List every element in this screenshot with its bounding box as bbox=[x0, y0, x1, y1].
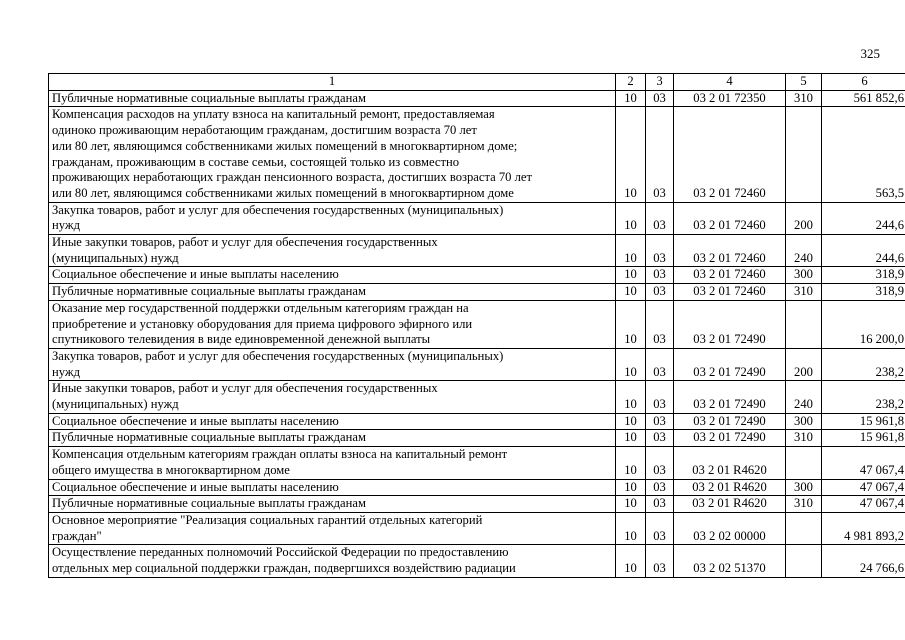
row-target-article: 03 2 01 72490 bbox=[674, 413, 786, 430]
row-description: Иные закупки товаров, работ и услуг для обеспечения государственных (муниципальных) нужд bbox=[49, 235, 616, 267]
row-target-article: 03 2 01 72490 bbox=[674, 300, 786, 348]
row-amount: 561 852,6 bbox=[822, 90, 905, 107]
row-description: Иные закупки товаров, работ и услуг для обеспечения государственных (муниципальных) нужд bbox=[49, 381, 616, 413]
row-expense-type: 240 bbox=[786, 381, 822, 413]
table-row bbox=[49, 479, 905, 496]
row-expense-type: 240 bbox=[786, 235, 822, 267]
row-description: Социальное обеспечение и иные выплаты населению bbox=[49, 267, 616, 284]
row-subsection: 03 bbox=[646, 267, 674, 284]
header-col-3: 3 bbox=[646, 74, 674, 91]
budget-table bbox=[48, 73, 905, 578]
row-expense-type bbox=[786, 300, 822, 348]
row-section: 10 bbox=[616, 284, 646, 301]
row-target-article: 03 2 01 72350 bbox=[674, 90, 786, 107]
table-row bbox=[49, 348, 905, 380]
table-row bbox=[49, 512, 905, 544]
row-section: 10 bbox=[616, 545, 646, 577]
table-row bbox=[49, 496, 905, 513]
row-section: 10 bbox=[616, 235, 646, 267]
row-subsection: 03 bbox=[646, 496, 674, 513]
row-expense-type: 310 bbox=[786, 90, 822, 107]
row-section: 10 bbox=[616, 107, 646, 202]
table-row bbox=[49, 413, 905, 430]
row-expense-type: 310 bbox=[786, 496, 822, 513]
row-amount: 15 961,8 bbox=[822, 430, 905, 447]
row-target-article: 03 2 01 72490 bbox=[674, 381, 786, 413]
row-target-article: 03 2 02 51370 bbox=[674, 545, 786, 577]
row-amount: 318,9 bbox=[822, 284, 905, 301]
row-subsection: 03 bbox=[646, 447, 674, 479]
row-expense-type bbox=[786, 512, 822, 544]
table-row bbox=[49, 545, 905, 577]
row-section: 10 bbox=[616, 90, 646, 107]
row-description: Публичные нормативные социальные выплаты гражданам bbox=[49, 90, 616, 107]
row-amount: 47 067,4 bbox=[822, 496, 905, 513]
row-description: Осуществление переданных полномочий Российской Федерации по предоставлению отдельных мер социальной поддержки граждан, подвергшихся воздействию радиации bbox=[49, 545, 616, 577]
row-section: 10 bbox=[616, 430, 646, 447]
row-expense-type bbox=[786, 107, 822, 202]
row-description: Социальное обеспечение и иные выплаты населению bbox=[49, 413, 616, 430]
table-row bbox=[49, 202, 905, 234]
row-target-article: 03 2 01 R4620 bbox=[674, 496, 786, 513]
row-expense-type: 310 bbox=[786, 284, 822, 301]
table-row bbox=[49, 300, 905, 348]
row-subsection: 03 bbox=[646, 430, 674, 447]
row-description: Публичные нормативные социальные выплаты гражданам bbox=[49, 430, 616, 447]
row-amount: 4 981 893,2 bbox=[822, 512, 905, 544]
row-amount: 238,2 bbox=[822, 348, 905, 380]
row-amount: 15 961,8 bbox=[822, 413, 905, 430]
row-section: 10 bbox=[616, 413, 646, 430]
row-expense-type bbox=[786, 545, 822, 577]
row-expense-type: 310 bbox=[786, 430, 822, 447]
table-row bbox=[49, 430, 905, 447]
row-section: 10 bbox=[616, 496, 646, 513]
row-amount: 16 200,0 bbox=[822, 300, 905, 348]
table-row bbox=[49, 107, 905, 202]
row-description: Социальное обеспечение и иные выплаты населению bbox=[49, 479, 616, 496]
row-amount: 47 067,4 bbox=[822, 447, 905, 479]
row-amount: 318,9 bbox=[822, 267, 905, 284]
row-amount: 47 067,4 bbox=[822, 479, 905, 496]
row-expense-type: 300 bbox=[786, 479, 822, 496]
row-subsection: 03 bbox=[646, 90, 674, 107]
header-col-2: 2 bbox=[616, 74, 646, 91]
row-target-article: 03 2 01 72460 bbox=[674, 284, 786, 301]
table-row bbox=[49, 447, 905, 479]
table-row bbox=[49, 90, 905, 107]
row-description: Закупка товаров, работ и услуг для обеспечения государственных (муниципальных) нужд bbox=[49, 202, 616, 234]
row-expense-type: 200 bbox=[786, 202, 822, 234]
row-description: Компенсация расходов на уплату взноса на капитальный ремонт, предоставляемая одиноко проживающим неработающим гражданам, достигшим возраста 70 лет или 80 лет, являющимся собственниками жилых помещений в многоквартирном доме; гражданам, проживающим в составе семьи, состоящей только из совместно проживающих неработающих граждан пенсионного возраста, достигших возраста 70 лет или 80 лет, являющимся собственниками жилых помещений в многоквартирном доме bbox=[49, 107, 616, 202]
row-amount: 238,2 bbox=[822, 381, 905, 413]
row-subsection: 03 bbox=[646, 107, 674, 202]
row-amount: 24 766,6 bbox=[822, 545, 905, 577]
row-target-article: 03 2 01 72460 bbox=[674, 235, 786, 267]
row-section: 10 bbox=[616, 202, 646, 234]
row-subsection: 03 bbox=[646, 479, 674, 496]
row-amount: 244,6 bbox=[822, 235, 905, 267]
row-subsection: 03 bbox=[646, 300, 674, 348]
table-row bbox=[49, 381, 905, 413]
header-col-1: 1 bbox=[49, 74, 616, 91]
row-subsection: 03 bbox=[646, 348, 674, 380]
table-row bbox=[49, 235, 905, 267]
row-target-article: 03 2 02 00000 bbox=[674, 512, 786, 544]
row-expense-type: 300 bbox=[786, 267, 822, 284]
row-description: Компенсация отдельным категориям граждан оплаты взноса на капитальный ремонт общего имущества в многоквартирном доме bbox=[49, 447, 616, 479]
row-description: Основное мероприятие "Реализация социальных гарантий отдельных категорий граждан" bbox=[49, 512, 616, 544]
row-target-article: 03 2 01 R4620 bbox=[674, 479, 786, 496]
table-row bbox=[49, 267, 905, 284]
row-target-article: 03 2 01 R4620 bbox=[674, 447, 786, 479]
row-amount: 244,6 bbox=[822, 202, 905, 234]
row-target-article: 03 2 01 72460 bbox=[674, 202, 786, 234]
row-subsection: 03 bbox=[646, 413, 674, 430]
table-row bbox=[49, 284, 905, 301]
row-section: 10 bbox=[616, 447, 646, 479]
row-target-article: 03 2 01 72490 bbox=[674, 348, 786, 380]
row-section: 10 bbox=[616, 267, 646, 284]
row-section: 10 bbox=[616, 381, 646, 413]
row-description: Оказание мер государственной поддержки отдельным категориям граждан на приобретение и установку оборудования для приема цифрового эфирного или спутникового телевидения в виде единовременной денежной выплаты bbox=[49, 300, 616, 348]
row-subsection: 03 bbox=[646, 545, 674, 577]
row-amount: 563,5 bbox=[822, 107, 905, 202]
row-section: 10 bbox=[616, 348, 646, 380]
page-number: 325 bbox=[860, 46, 880, 61]
row-subsection: 03 bbox=[646, 235, 674, 267]
row-subsection: 03 bbox=[646, 512, 674, 544]
row-description: Закупка товаров, работ и услуг для обеспечения государственных (муниципальных) нужд bbox=[49, 348, 616, 380]
row-expense-type bbox=[786, 447, 822, 479]
row-target-article: 03 2 01 72490 bbox=[674, 430, 786, 447]
row-subsection: 03 bbox=[646, 202, 674, 234]
row-section: 10 bbox=[616, 479, 646, 496]
row-target-article: 03 2 01 72460 bbox=[674, 267, 786, 284]
row-subsection: 03 bbox=[646, 381, 674, 413]
header-col-5: 5 bbox=[786, 74, 822, 91]
row-expense-type: 200 bbox=[786, 348, 822, 380]
row-description: Публичные нормативные социальные выплаты гражданам bbox=[49, 284, 616, 301]
row-expense-type: 300 bbox=[786, 413, 822, 430]
row-section: 10 bbox=[616, 300, 646, 348]
table-header-row bbox=[49, 74, 905, 91]
row-section: 10 bbox=[616, 512, 646, 544]
header-col-4: 4 bbox=[674, 74, 786, 91]
header-col-6: 6 bbox=[822, 74, 905, 91]
row-description: Публичные нормативные социальные выплаты гражданам bbox=[49, 496, 616, 513]
row-subsection: 03 bbox=[646, 284, 674, 301]
row-target-article: 03 2 01 72460 bbox=[674, 107, 786, 202]
